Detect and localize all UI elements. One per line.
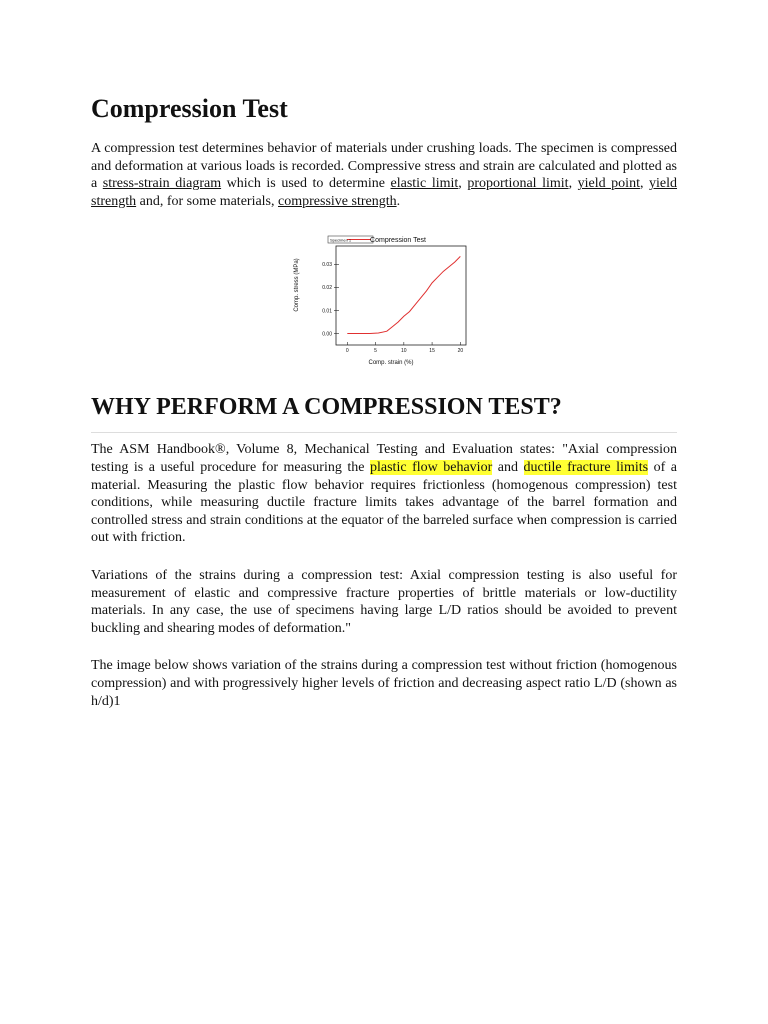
- quote-text: The ASM Handbook®, Volume 8, Mechanical Testing and Evaluation states: "Axial compression testing is a useful procedure for measuring the: [91, 442, 677, 475]
- y-axis-label: Comp. stress (MPa): [294, 258, 300, 313]
- compression-test-chart: [286, 230, 476, 370]
- strain-variations-paragraph: Variations of the strains during a compression test: Axial compression testing is also useful for measurement of elastic and compressive fracture properties of brittle materials or low-ductility materials. In any case, the use of specimens having large L/D ratios should be avoided to prevent buckling and shearing modes of deformation.": [91, 567, 677, 636]
- x-tick-label: 10: [401, 348, 407, 355]
- article-content: [91, 92, 677, 730]
- link-yield-strength[interactable]: yield strength: [91, 176, 678, 209]
- intro-text: ,: [639, 176, 650, 192]
- x-axis-label: Comp. strain (%): [368, 360, 414, 367]
- plot-area: [336, 246, 466, 345]
- chart-legend: [328, 236, 373, 243]
- chart-ticks: [322, 263, 463, 355]
- page-title: Compression Test: [91, 94, 288, 123]
- link-yield-point[interactable]: yield point: [577, 176, 640, 192]
- intro-paragraph: [91, 140, 677, 210]
- link-proportional-limit[interactable]: proportional limit: [467, 176, 569, 192]
- link-stress-strain-diagram[interactable]: stress-strain diagram: [102, 176, 222, 192]
- intro-text: ,: [568, 176, 578, 192]
- y-tick-label: 0.03: [322, 262, 332, 269]
- x-tick-label: 0: [345, 348, 349, 355]
- link-compressive-strength[interactable]: compressive strength: [278, 193, 397, 209]
- divider: [91, 432, 677, 433]
- image-below-paragraph: The image below shows variation of the strains during a compression test without friction (homogenous compression) and with progressively higher levels of friction and decreasing aspect ratio L/D (shown as h/d)1: [91, 658, 677, 709]
- y-tick-label: 0.00: [322, 331, 332, 338]
- asm-quote-paragraph: [91, 441, 677, 547]
- intro-text: and, for some materials,: [136, 193, 279, 209]
- x-tick-label: 5: [374, 348, 377, 355]
- intro-text: ,: [458, 176, 468, 192]
- compression-test-figure: [91, 230, 677, 370]
- quote-text: and: [492, 459, 524, 475]
- highlight-ductile-fracture-limits: ductile fracture limits: [523, 459, 649, 475]
- x-tick-label: 15: [429, 348, 435, 355]
- highlight-plastic-flow-behavior: plastic flow behavior: [370, 459, 493, 475]
- intro-text: .: [396, 193, 401, 209]
- quote-text: of a material. Measuring the plastic flow behavior requires frictionless (homogenous compression) test conditions, while measuring ductile fracture limits takes advantage of the barrel formation and controlled stress and strain conditions at the equator of the barreled surface when compression is carried out with friction.: [91, 459, 677, 546]
- legend-label: Specimen 1: [330, 237, 352, 243]
- chart-frame: [336, 246, 466, 345]
- intro-text: which is used to determine: [221, 176, 391, 192]
- x-tick-label: 20: [457, 348, 464, 355]
- section-heading: WHY PERFORM A COMPRESSION TEST?: [91, 394, 562, 421]
- chart-series: [347, 257, 460, 334]
- series-line: [347, 257, 460, 334]
- y-tick-label: 0.01: [322, 308, 332, 315]
- y-tick-label: 0.02: [322, 285, 332, 292]
- link-elastic-limit[interactable]: elastic limit: [390, 176, 459, 192]
- chart-title: Compression Test: [370, 237, 426, 245]
- intro-text: A compression test determines behavior of materials under crushing loads. The specimen is compressed and deformation at various loads is recorded. Compressive stress and strain are calculated and plotted as a: [91, 141, 677, 192]
